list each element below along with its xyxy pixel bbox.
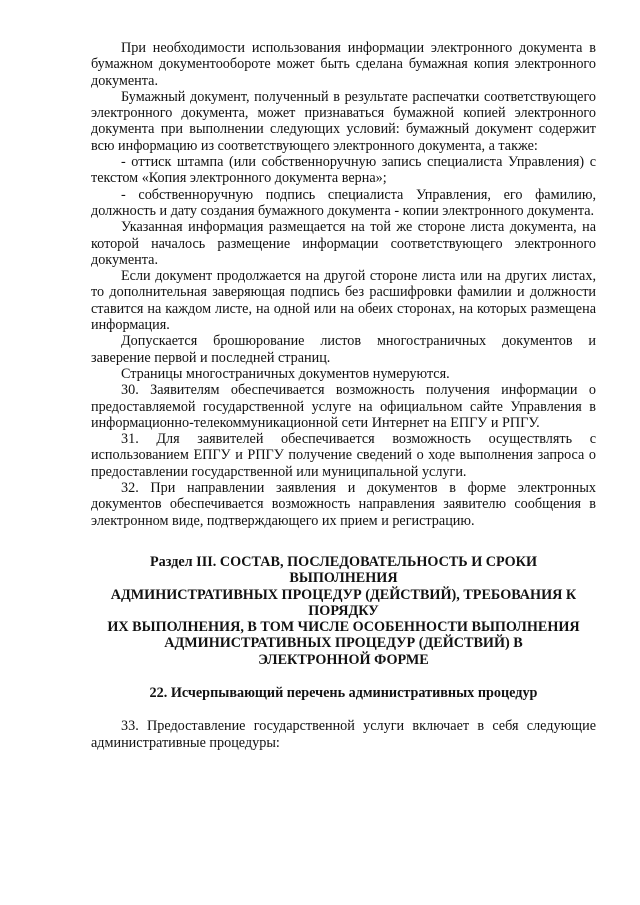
paragraph-paper-copy: При необходимости использования информации электронного документа в бумажном документообороте может быть сделана бумажная копия электронного документа.	[91, 40, 596, 89]
section-heading-line: Раздел III. СОСТАВ, ПОСЛЕДОВАТЕЛЬНОСТЬ И СРОКИ	[150, 553, 537, 570]
section-heading	[91, 554, 596, 668]
section-heading-line: АДМИНИСТРАТИВНЫХ ПРОЦЕДУР (ДЕЙСТВИЙ), ТРЕБОВАНИЯ К	[110, 586, 577, 603]
subsection-heading: 22. Исчерпывающий перечень административных процедур	[149, 684, 538, 701]
paragraph-numbering: Страницы многостраничных документов нумеруются.	[121, 365, 450, 382]
paragraph-paper-document-conditions: Бумажный документ, полученный в результате распечатки соответствующего электронного документа, может признаваться бумажной копией электронного документа при выполнении следующих условий: бумажный документ содержит всю информацию из соответствующего электронного документа, а также:	[91, 88, 596, 154]
section-heading-line: ИХ ВЫПОЛНЕНИЯ, В ТОМ ЧИСЛЕ ОСОБЕННОСТИ ВЫПОЛНЕНИЯ	[107, 619, 580, 636]
section-heading-line: ЭЛЕКТРОННОЙ ФОРМЕ	[258, 651, 429, 668]
paragraph-item-30: 30. Заявителям обеспечивается возможность получения информации о предоставляемой государственной услуге на официальном сайте Управления в информационно-телекоммуникационной сети Интернет на ЕПГУ и РПГУ.	[91, 382, 596, 431]
paragraph-signature-item: - собственноручную подпись специалиста Управления, его фамилию, должность и дату создания бумажного документа - копии электронного документа.	[91, 186, 596, 219]
paragraph-binding: Допускается брошюрование листов многостраничных документов и заверение первой и последней страниц.	[91, 333, 596, 366]
paragraph-placement: Указанная информация размещается на той же стороне листа документа, на которой началось размещение информации соответствующего электронного документа.	[91, 219, 596, 268]
section-heading-line: ВЫПОЛНЕНИЯ	[289, 570, 398, 587]
paragraph-item-32: 32. При направлении заявления и документов в форме электронных документов обеспечивается возможность направления заявителю сообщения в электронном виде, подтверждающего их прием и регистрацию.	[91, 480, 596, 529]
section-heading-line: ПОРЯДКУ	[308, 602, 379, 619]
paragraph-item-31: 31. Для заявителей обеспечивается возможность осуществлять с использованием ЕПГУ и РПГУ получение сведений о ходе выполнения запроса о предоставлении государственной или муниципальной услуги.	[91, 431, 596, 480]
paragraph-stamp-item: - оттиск штампа (или собственноручную запись специалиста Управления) с текстом «Копия электронного документа верна»;	[91, 154, 596, 187]
section-heading-line: АДМИНИСТРАТИВНЫХ ПРОЦЕДУР (ДЕЙСТВИЙ) В	[164, 635, 523, 652]
paragraph-item-33: 33. Предоставление государственной услуги включает в себя следующие административные процедуры:	[91, 718, 596, 751]
paragraph-multisheet-signature: Если документ продолжается на другой стороне листа или на других листах, то дополнительная заверяющая подпись без расшифровки фамилии и должности ставится на каждом листе, на одной или на обеих сторонах, на которых размещена информация.	[91, 268, 596, 334]
